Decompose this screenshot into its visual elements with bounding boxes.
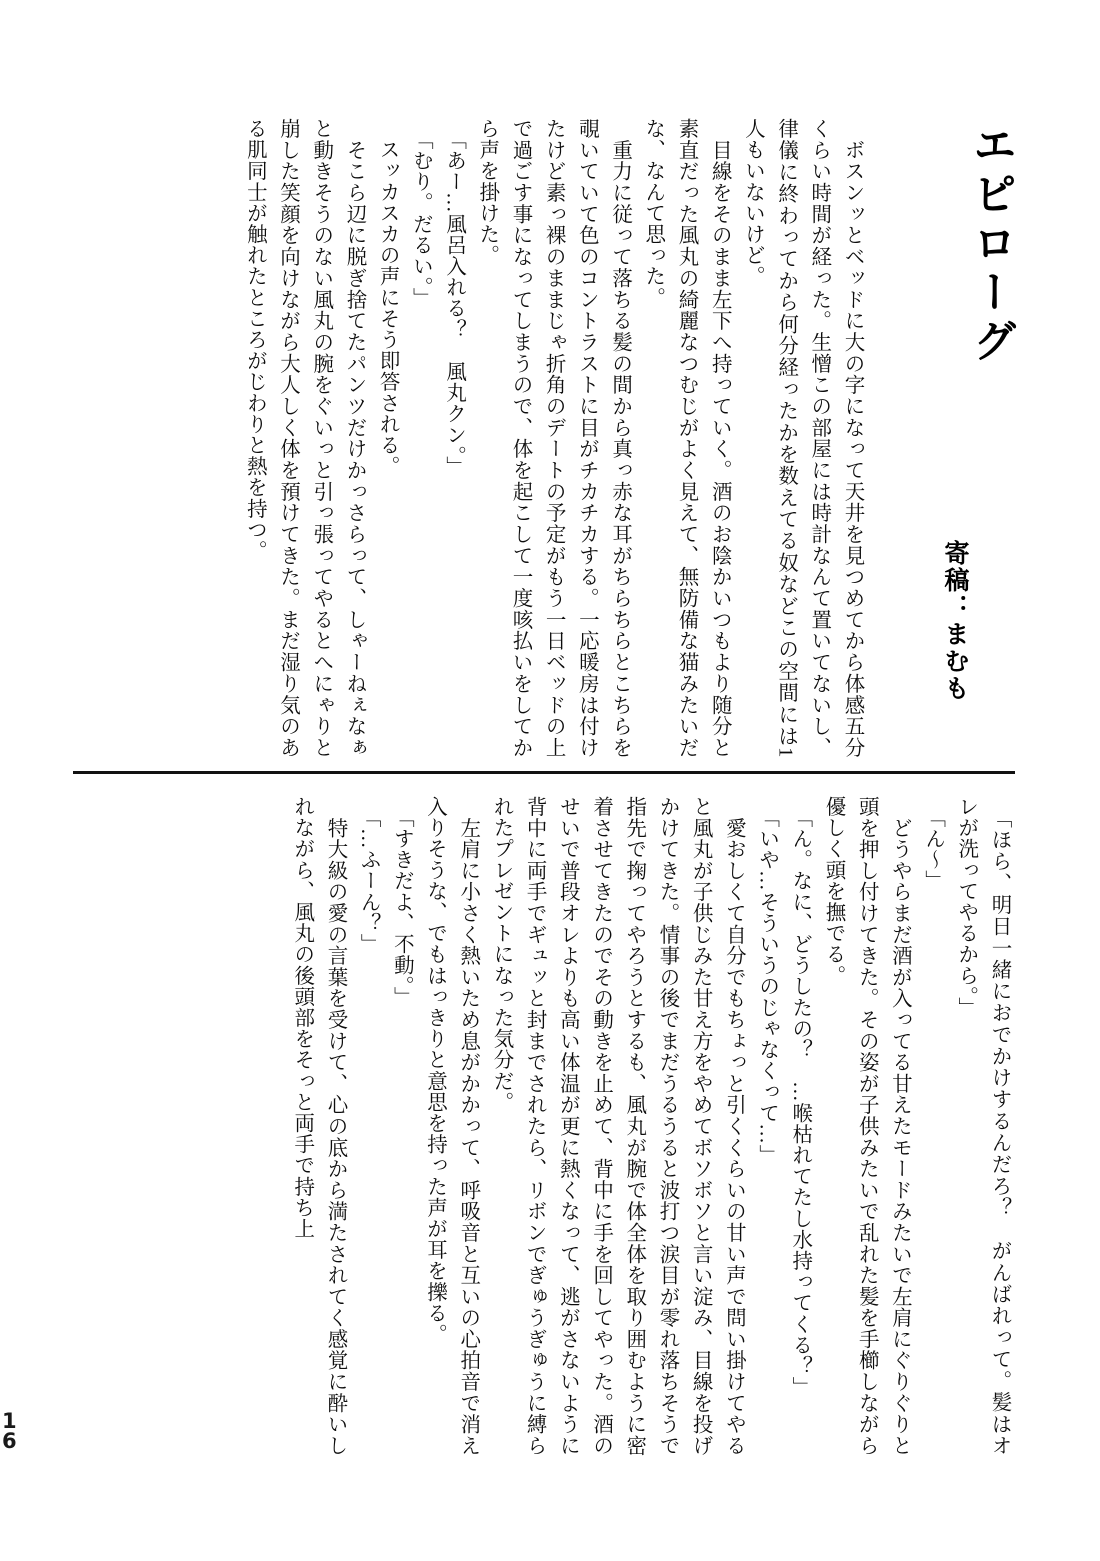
page-number-digit-1: 1 bbox=[2, 1409, 17, 1433]
page-number bbox=[2, 1409, 17, 1453]
upper-body-text: ボスンッとベッドに大の字になって天井を見つめてから体感五分くらい時間が経った。生憎この部屋には時計なんて置いてないし、律儀に終わってから何分経ったかを数えてる奴などこの空間には1人もいないけど。 目線をそのまま左下へ持っていく。酒のお陰かいつもより随分と素直だった風丸の綺麗なつむじがよく見えて、無防備な猫みたいだな、なんて思った。 重力に従って落ちる髪の間から真っ赤な耳がちらちらとこちらを覗いていて色のコントラストに目がチカチカする。一応暖房は付けたけど素っ裸のままじゃ折角のデートの予定がもう一日ベッドの上で過ごす事になってしまうので、体を起こして一度咳払いをしてから声を掛けた。 「あー…風呂入れる？ 風丸クン。」 「むり。だるい。」 スッカスカの声にそう即答される。 そこら辺に脱ぎ捨てたパンツだけかっさらって、しゃーねぇなぁと動きそうのない風丸の腕をぐいっと引っ張ってやるとへにゃりと崩した笑顔を向けながら大人しく体を預けてきた。まだ湿り気のある肌同士が触れたところがじわりと熱を持つ。 bbox=[243, 118, 863, 758]
page-title: エピローグ bbox=[966, 122, 1015, 367]
page-number-digit-2: 6 bbox=[2, 1428, 17, 1453]
lower-body-text: 「ほら、明日一緒におでかけするんだろ？ がんばれって。髪はオレが洗ってやるから。」 「ん〜」 どうやらまだ酒が入ってる甘えたモードみたいで左肩にぐりぐりと頭を押し付けてきた。その姿が子供みたいで乱れた髪を手櫛しながら優しく頭を撫でる。 「ん。なに、どうしたの？ …喉枯れてたし水持ってくる？」 「いや…そういうのじゃなくって…」 愛おしくて自分でもちょっと引くくらいの甘い声で問い掛けてやると風丸が子供じみた甘え方をやめてボソボソと言い淀み、目線を投げかけてきた。情事の後でまだうるうると波打つ涙目が零れ落ちそうで指先で掬ってやろうとするも、風丸が腕で体全体を取り囲むように密着させてきたのでその動きを止めて、背中に手を回してやった。酒のせいで普段オレよりも高い体温が更に熱くなって、逃がさないように背中に両手でギュッと封までされたら、リボンでぎゅうぎゅうに縛られたプレゼントになった気分だ。 左肩に小さく熱いため息がかかって、呼吸音と互いの心拍音で消え入りそうな、でもはっきりと意思を持った声が耳を擽る。 「すきだよ、不動。」 「…ふーん？」 特大級の愛の言葉を受けて、心の底から満たされてく感覚に酔いしれながら、風丸の後頭部をそっと両手で持ち上 bbox=[290, 796, 1010, 1456]
section-divider bbox=[73, 771, 1015, 774]
byline-contributor: 寄稿：まむも bbox=[941, 540, 970, 702]
